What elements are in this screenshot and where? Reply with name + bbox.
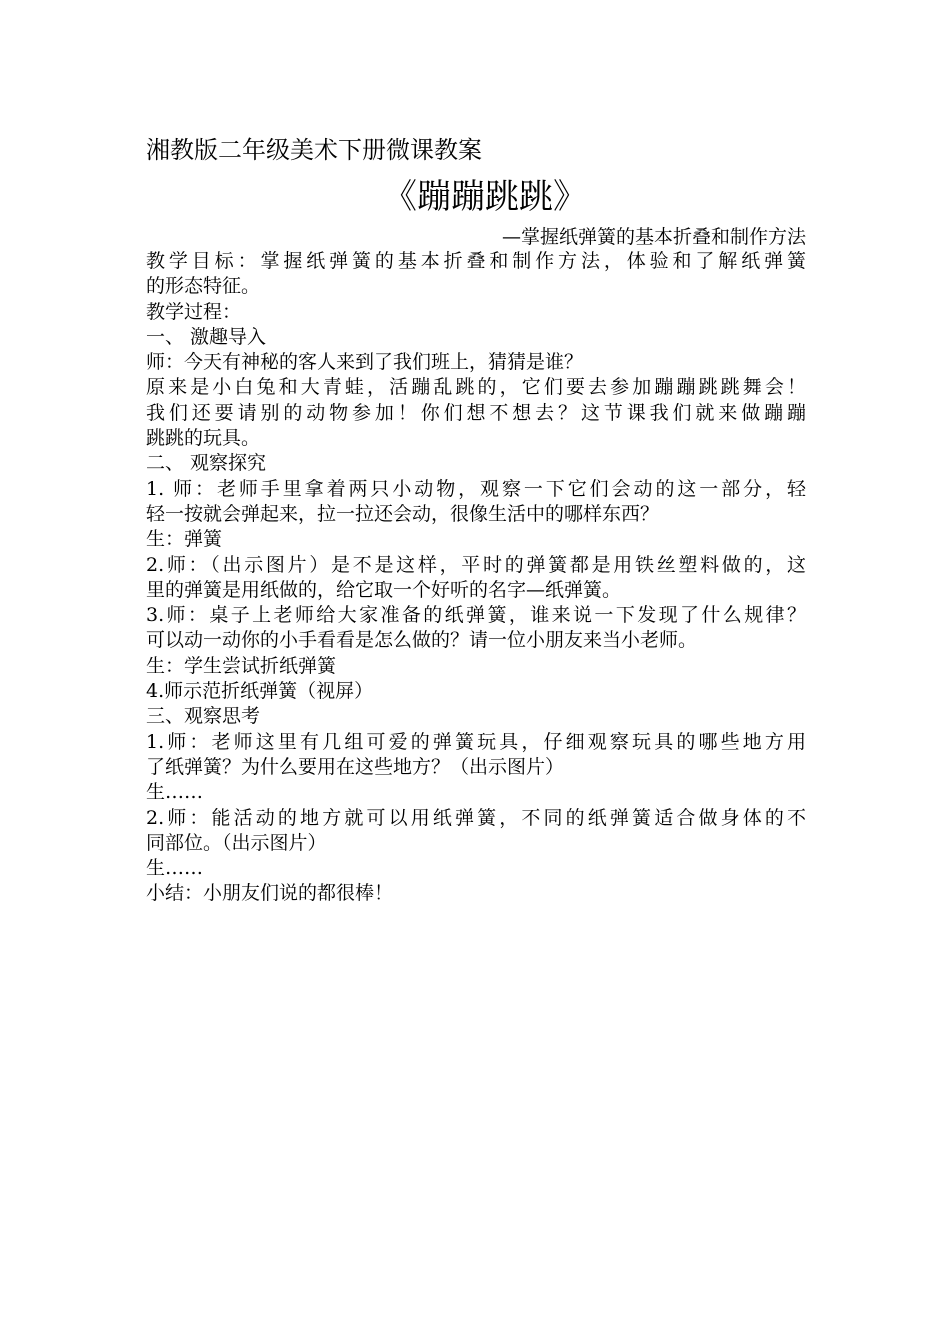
text-line: 1. 师：老师手里拿着两只小动物，观察一下它们会动的这一部分，轻 — [146, 477, 806, 500]
text-line: 生：学生尝试折纸弹簧 — [146, 654, 337, 677]
text-line: 3.师：桌子上老师给大家准备的纸弹簧，谁来说一下发现了什么规律？ — [146, 604, 806, 627]
text-line: 4.师示范折纸弹簧（视屏） — [146, 680, 374, 703]
text-line: 2.师：能活动的地方就可以用纸弹簧，不同的纸弹簧适合做身体的不 — [146, 806, 806, 829]
text-line: 生…… — [146, 781, 204, 804]
document-title: 《蹦蹦跳跳》 — [383, 177, 587, 217]
text-line: 可以动一动你的小手看看是怎么做的？请一位小朋友来当小老师。 — [146, 629, 698, 652]
text-line: 了纸弹簧？为什么要用在这些地方？（出示图片） — [146, 755, 565, 778]
text-line: 1.师：老师这里有几组可爱的弹簧玩具，仔细观察玩具的哪些地方用 — [146, 730, 806, 753]
text-line: 同部位。（出示图片） — [146, 831, 327, 854]
text-line: 生…… — [146, 857, 204, 880]
text-line: 师：今天有神秘的客人来到了我们班上，猜猜是谁？ — [146, 351, 584, 374]
text-line: 的形态特征。 — [146, 275, 261, 298]
text-line: 里的弹簧是用纸做的，给它取一个好听的名字—纸弹簧。 — [146, 578, 622, 601]
text-line: 一、 激趣导入 — [146, 325, 267, 348]
document-header: 湘教版二年级美术下册微课教案 — [146, 136, 482, 164]
text-line: 2.师：（出示图片）是不是这样，平时的弹簧都是用铁丝塑料做的，这 — [146, 553, 806, 576]
text-line: 三、观察思考 — [146, 705, 261, 728]
text-line: 小结：小朋友们说的都很棒！ — [146, 882, 394, 905]
text-line: 轻一按就会弹起来，拉一拉还会动，很像生活中的哪样东西？ — [146, 502, 660, 525]
text-line: 教学过程： — [146, 300, 242, 323]
text-line: 生：弹簧 — [146, 528, 223, 551]
document-subtitle: —掌握纸弹簧的基本折叠和制作方法 — [501, 226, 806, 248]
text-line: 原来是小白兔和大青蛙，活蹦乱跳的，它们要去参加蹦蹦跳跳舞会！ — [146, 376, 806, 399]
text-line: 教学目标：掌握纸弹簧的基本折叠和制作方法，体验和了解纸弹簧 — [146, 250, 806, 272]
text-line: 跳跳的玩具。 — [146, 427, 261, 450]
document-body — [146, 249, 806, 907]
text-line: 二、 观察探究 — [146, 452, 267, 475]
text-line: 我们还要请别的动物参加！你们想不想去？这节课我们就来做蹦蹦 — [146, 401, 806, 424]
